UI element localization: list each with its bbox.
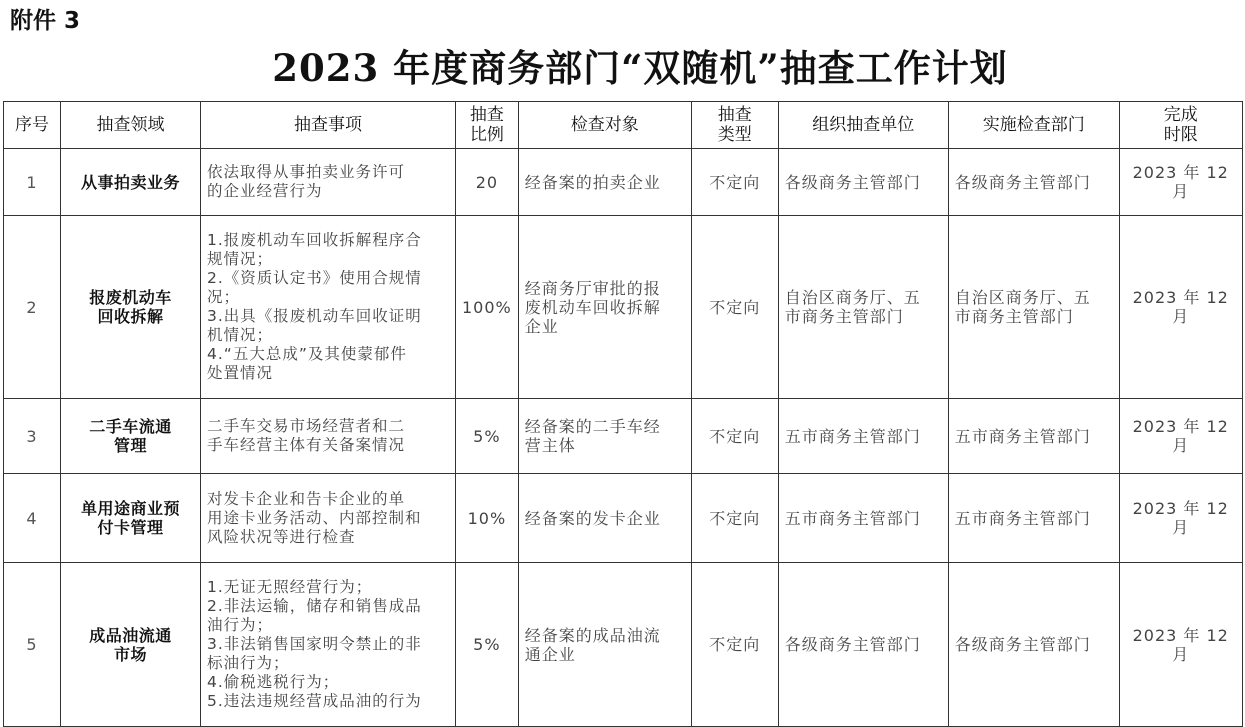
deadline-cell: 2023 年 12 月 — [1119, 399, 1242, 474]
org-cell-line: 自治区商务厅、五 — [784, 288, 921, 307]
items-cell — [201, 399, 456, 474]
target-cell — [518, 563, 691, 727]
impl-cell-line: 五市商务主管部门 — [954, 508, 1091, 528]
area-cell-line: 报废机动车 — [89, 288, 172, 307]
area-cell — [61, 474, 201, 563]
target-cell-line: 经商务厅审批的报 — [524, 278, 661, 298]
deadline-cell: 2023 年 12 月 — [1119, 563, 1242, 727]
org-cell-line: 市商务主管部门 — [784, 307, 904, 326]
impl-cell-line: 各级商务主管部门 — [954, 172, 1091, 192]
target-cell — [518, 399, 691, 474]
area-cell-line: 付卡管理 — [97, 518, 164, 537]
header-ratio-line: 抽查 — [469, 105, 504, 125]
header-type-line: 类型 — [717, 125, 752, 145]
ratio-cell: 20 — [456, 149, 519, 216]
seq-cell: 1 — [4, 149, 61, 216]
seq-cell: 4 — [4, 474, 61, 563]
org-cell — [778, 399, 948, 474]
deadline-cell: 2023 年 12 月 — [1119, 149, 1242, 216]
target-cell-line: 通企业 — [524, 644, 576, 664]
items-cell-line: 机情况； — [207, 326, 274, 344]
table-row — [4, 399, 1243, 474]
ratio-cell: 10% — [456, 474, 519, 563]
table-row — [4, 149, 1243, 216]
ratio-cell: 100% — [456, 216, 519, 399]
header-type — [691, 102, 778, 149]
area-cell — [61, 563, 201, 727]
impl-cell — [948, 474, 1119, 563]
header-row — [4, 102, 1243, 149]
seq-cell: 5 — [4, 563, 61, 727]
seq-cell: 3 — [4, 399, 61, 474]
area-cell-line: 二手车流通 — [89, 417, 172, 436]
items-cell-line: 的企业经营行为 — [207, 182, 323, 200]
type-cell: 不定向 — [691, 399, 778, 474]
table-row — [4, 563, 1243, 727]
items-cell-line: 况； — [207, 288, 241, 306]
area-cell-line: 成品油流通 — [89, 625, 172, 645]
org-cell — [778, 563, 948, 727]
attachment-label: 附件 3 — [10, 8, 81, 34]
table-row — [4, 474, 1243, 563]
items-cell-line: 3.出具《报废机动车回收证明 — [207, 307, 422, 325]
items-cell-line: 2.《资质认定书》使用合规情 — [207, 269, 422, 287]
org-cell-line: 五市商务主管部门 — [784, 426, 921, 446]
items-cell-line: 5.违法违规经营成品油的行为 — [207, 692, 422, 710]
header-type-line: 抽查 — [717, 105, 752, 125]
impl-cell — [948, 149, 1119, 216]
impl-cell — [948, 216, 1119, 399]
org-cell-line: 各级商务主管部门 — [784, 172, 921, 192]
impl-cell — [948, 399, 1119, 474]
items-cell — [201, 563, 456, 727]
header-org: 组织抽查单位 — [778, 102, 948, 149]
impl-cell — [948, 563, 1119, 727]
area-cell-line: 市场 — [113, 644, 147, 664]
table-row — [4, 216, 1243, 399]
org-cell — [778, 474, 948, 563]
impl-cell-line: 五市商务主管部门 — [954, 426, 1091, 446]
header-deadline-line: 完成 — [1163, 105, 1198, 125]
org-cell-line: 各级商务主管部门 — [784, 635, 921, 654]
impl-cell-line: 自治区商务厅、五 — [954, 288, 1091, 307]
items-cell-line: 风险状况等进行检查 — [207, 527, 356, 546]
target-cell — [518, 474, 691, 563]
type-cell: 不定向 — [691, 216, 778, 399]
inspection-plan-table — [3, 101, 1243, 727]
header-target: 检查对象 — [518, 102, 691, 149]
target-cell-line: 经备案的拍卖企业 — [524, 172, 661, 192]
impl-cell-line: 各级商务主管部门 — [954, 635, 1091, 654]
target-cell — [518, 149, 691, 216]
target-cell-line: 经备案的二手车经 — [524, 417, 661, 436]
target-cell-line: 废机动车回收拆解 — [524, 297, 661, 317]
items-cell-line: 规情况； — [207, 250, 274, 268]
items-cell-line: 用途卡业务活动、内部控制和 — [207, 508, 422, 527]
target-cell-line: 企业 — [524, 316, 559, 336]
items-cell-line: 3.非法销售国家明令禁止的非 — [207, 635, 422, 653]
items-cell — [201, 149, 456, 216]
org-cell — [778, 216, 948, 399]
items-cell-line: 2.非法运输，储存和销售成品 — [207, 597, 422, 615]
items-cell-line: 对发卡企业和告卡企业的单 — [207, 489, 406, 508]
impl-cell-line: 市商务主管部门 — [954, 307, 1074, 326]
header-area: 抽查领域 — [61, 102, 201, 149]
target-cell-line: 经备案的成品油流 — [524, 625, 661, 645]
page-title: 2023 年度商务部门“双随机”抽查工作计划 — [272, 46, 1008, 90]
header-items: 抽查事项 — [201, 102, 456, 149]
header-impl: 实施检查部门 — [948, 102, 1119, 149]
ratio-cell: 5% — [456, 563, 519, 727]
ratio-cell: 5% — [456, 399, 519, 474]
items-cell-line: 依法取得从事拍卖业务许可 — [207, 163, 406, 181]
area-cell — [61, 216, 201, 399]
header-ratio-line: 比例 — [469, 125, 504, 145]
items-cell-line: 手车经营主体有关备案情况 — [207, 436, 406, 454]
area-cell-line: 从事拍卖业务 — [80, 172, 180, 192]
items-cell-line: 处置情况 — [207, 364, 274, 382]
table-body — [4, 149, 1243, 727]
org-cell — [778, 149, 948, 216]
items-cell-line: 1.报废机动车回收拆解程序合 — [207, 231, 422, 249]
area-cell-line: 单用途商业预 — [80, 499, 180, 518]
target-cell-line: 营主体 — [524, 436, 576, 455]
seq-cell: 2 — [4, 216, 61, 399]
header-seq: 序号 — [4, 102, 61, 149]
items-cell-line: 1.无证无照经营行为； — [207, 578, 373, 596]
target-cell — [518, 216, 691, 399]
area-cell-line: 管理 — [113, 436, 147, 455]
header-ratio — [456, 102, 519, 149]
items-cell-line: 标油行为； — [207, 654, 290, 672]
items-cell-line: 4.偷税逃税行为； — [207, 673, 340, 691]
org-cell-line: 五市商务主管部门 — [784, 508, 921, 528]
deadline-cell: 2023 年 12 月 — [1119, 474, 1242, 563]
header-deadline-line: 时限 — [1163, 125, 1198, 145]
items-cell — [201, 216, 456, 399]
deadline-cell: 2023 年 12 月 — [1119, 216, 1242, 399]
header-deadline — [1119, 102, 1242, 149]
items-cell-line: 油行为； — [207, 616, 274, 634]
area-cell-line: 回收拆解 — [97, 307, 164, 326]
target-cell-line: 经备案的发卡企业 — [524, 508, 661, 528]
area-cell — [61, 399, 201, 474]
type-cell: 不定向 — [691, 563, 778, 727]
type-cell: 不定向 — [691, 474, 778, 563]
items-cell-line: 二手车交易市场经营者和二 — [207, 417, 406, 435]
items-cell — [201, 474, 456, 563]
area-cell — [61, 149, 201, 216]
type-cell: 不定向 — [691, 149, 778, 216]
items-cell-line: 4.“五大总成”及其使蒙郁件 — [207, 345, 407, 363]
